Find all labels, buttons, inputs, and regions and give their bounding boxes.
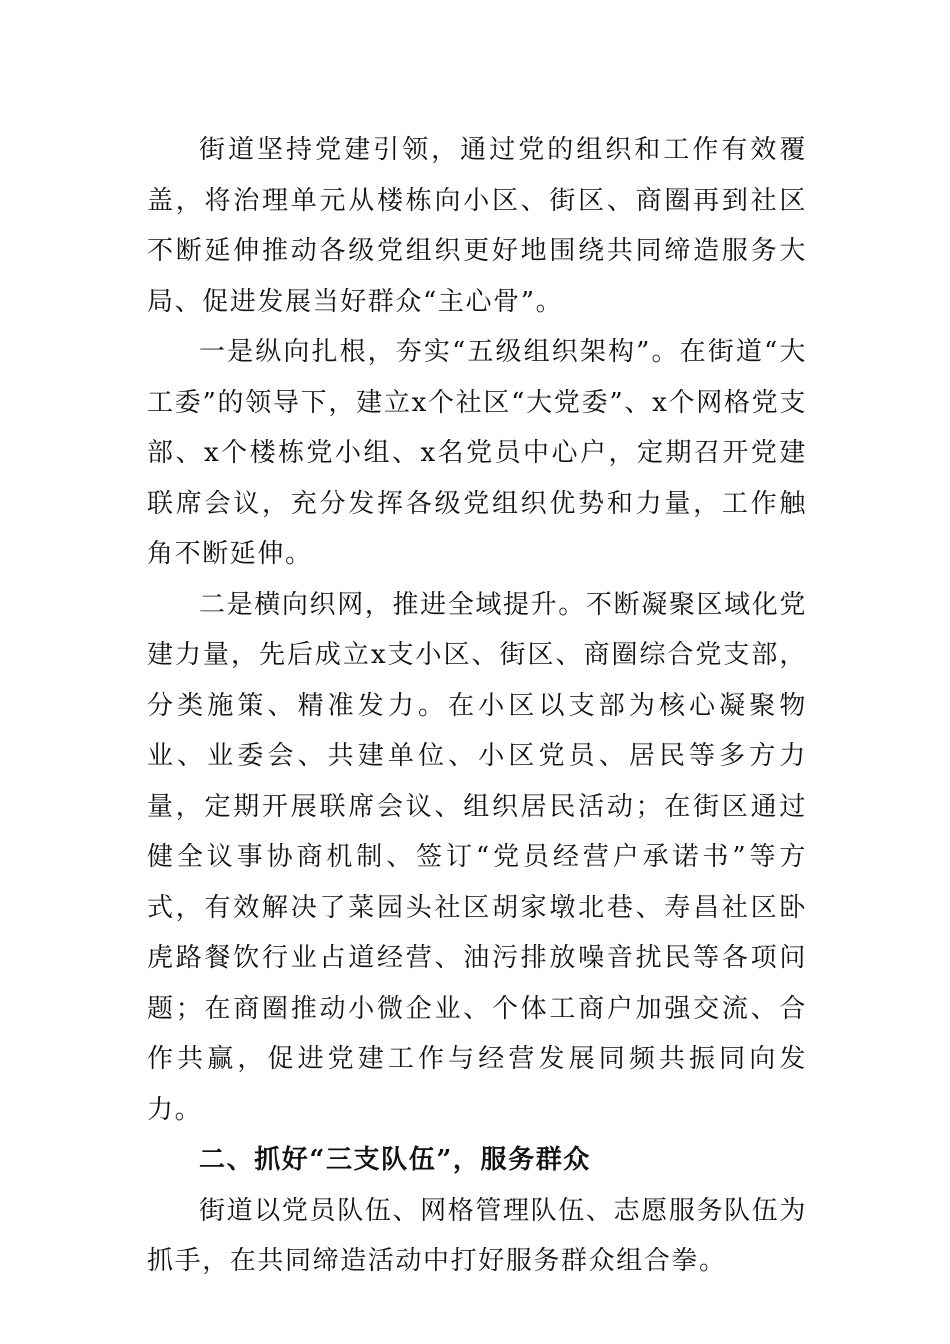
paragraph-three-teams: 街道以党员队伍、网格管理队伍、志愿服务队伍为抓手，在共同缔造活动中打好服务群众组合拳。 [147,1195,807,1276]
section-heading: 二、抓好“三支队伍”，服务群众 [199,1145,591,1175]
paragraph-intro: 街道坚持党建引领，通过党的组织和工作有效覆盖，将治理单元从楼栋向小区、街区、商圈再到社区不断延伸推动各级党组织更好地围绕共同缔造服务大局、促进发展当好群众“主心骨”。 [147,135,807,317]
document-page [147,125,807,1287]
paragraph-vertical-rooting: 一是纵向扎根，夯实“五级组织架构”。在街道“大工委”的领导下，建立x个社区“大党委”、x个网格党支部、x个楼栋党小组、x名党员中心户，定期召开党建联席会议，充分发挥各级党组织优势和力量，工作触角不断延伸。 [147,337,807,569]
paragraph-horizontal-network: 二是横向织网，推进全域提升。不断凝聚区域化党建力量，先后成立x支小区、街区、商圈综合党支部，分类施策、精准发力。在小区以支部为核心凝聚物业、业委会、共建单位、小区党员、居民等多方力量，定期开展联席会议、组织居民活动；在街区通过健全议事协商机制、签订“党员经营户承诺书”等方式，有效解决了菜园头社区胡家墩北巷、寿昌社区卧虎路餐饮行业占道经营、油污排放噪音扰民等各项问题；在商圈推动小微企业、个体工商户加强交流、合作共赢，促进党建工作与经营发展同频共振同向发力。 [147,589,807,1125]
